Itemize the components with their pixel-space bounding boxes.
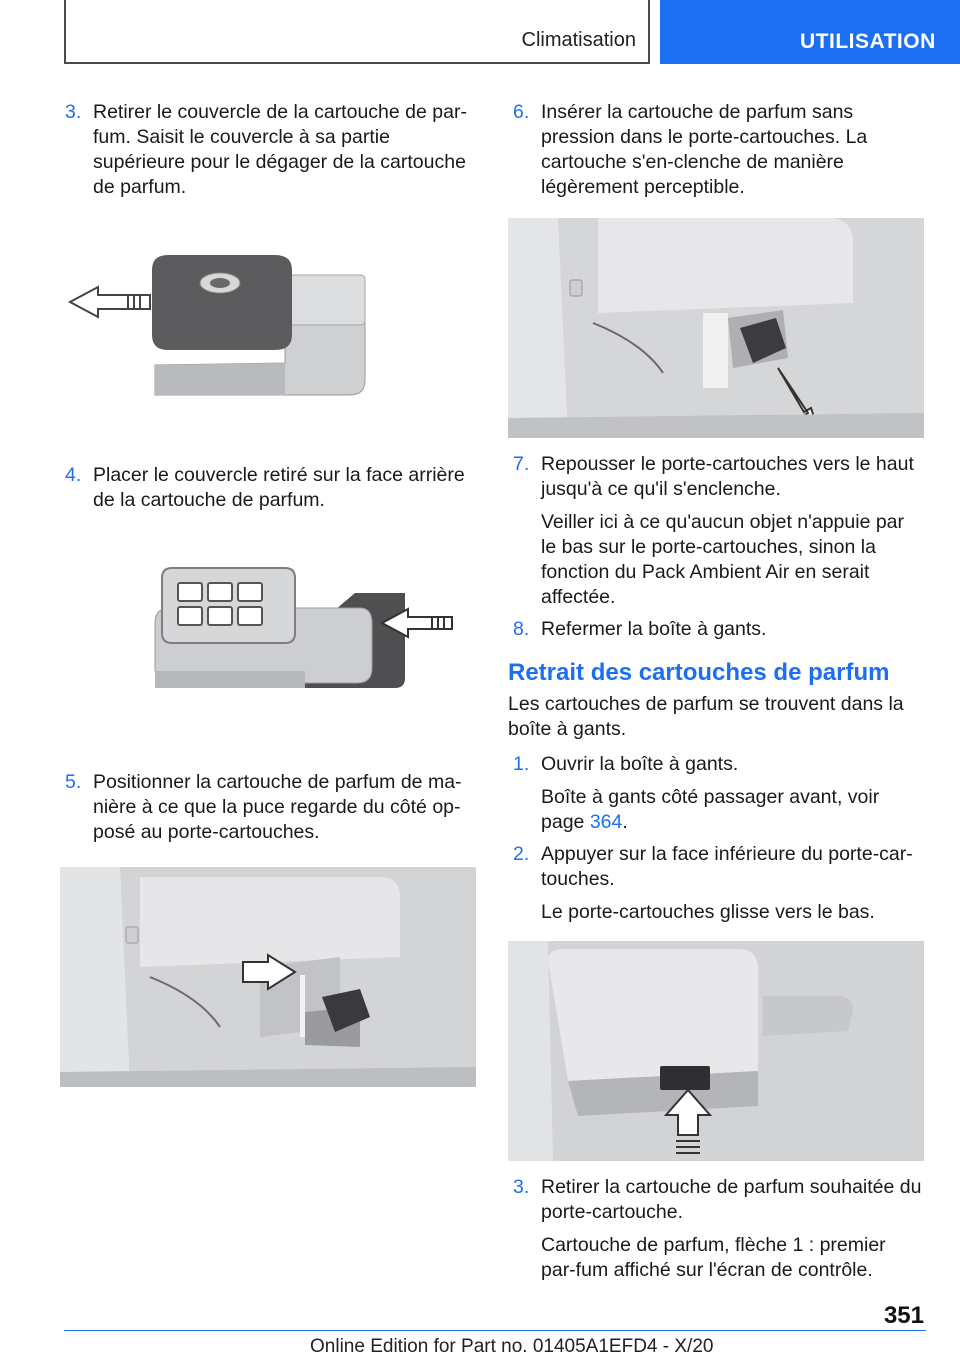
photo-press-holder-arrow [508, 941, 924, 1161]
step-number: 7. [513, 453, 530, 475]
header-chapter-label: UTILISATION [800, 30, 936, 53]
right-column [508, 100, 924, 1283]
step-number: 3. [65, 101, 82, 123]
removal-step-1-open-glovebox [508, 752, 924, 835]
step-7-push-holder [508, 452, 924, 610]
step-5-position-cartridge [60, 770, 478, 845]
step-8-close-glovebox [508, 617, 924, 642]
step-note: Le porte-cartouches glisse vers le bas. [541, 901, 875, 923]
step-number: 1. [513, 753, 530, 775]
figure-insert-cartridge [508, 218, 924, 438]
figure-place-cover [60, 553, 478, 733]
step-text: Refermer la boîte à gants. [541, 618, 767, 640]
step-text: Positionner la cartouche de parfum de ma-nière à ce que la puce regarde du côté op-posé au porte-cartouches. [93, 771, 462, 843]
figure-press-holder [508, 941, 924, 1161]
step-text: Placer le couvercle retiré sur la face arrière de la cartouche de parfum. [93, 464, 465, 511]
header-section-title: Climatisation [521, 29, 636, 51]
header-chapter-tab [660, 0, 960, 64]
section-intro: Les cartouches de parfum se trouvent dans la boîte à gants. [508, 693, 904, 740]
step-6-insert-cartridge [508, 100, 924, 200]
illustration-cover-on-cartridge-back [60, 553, 478, 733]
step-text: Retirer le couvercle de la cartouche de par-fum. Saisit le couvercle à sa partie supérieure pour le dégager de la cartouche de parfum. [93, 101, 467, 198]
footer-edition-text: Online Edition for Part no. 01405A1EFD4 - X/20 [310, 1336, 714, 1357]
step-number: 5. [65, 771, 82, 793]
step-number: 6. [513, 101, 530, 123]
step-text: Retirer la cartouche de parfum souhaitée du porte-cartouche. [541, 1176, 922, 1223]
step-number: 3. [513, 1176, 530, 1198]
section-title-remove-cartridges: Retrait des cartouches de parfum [508, 659, 890, 686]
step-text: Repousser le porte-cartouches vers le haut jusqu'à ce qu'il s'enclenche. [541, 453, 914, 500]
left-column [60, 100, 478, 1087]
page-number: 351 [883, 1302, 924, 1329]
removal-step-3-remove-cartridge [508, 1175, 924, 1283]
step-number: 4. [65, 464, 82, 486]
step-text: Insérer la cartouche de parfum sans pression dans le porte-cartouches. La cartouche s'en-clenche de manière légèrement perceptible. [541, 101, 868, 198]
step-text: Ouvrir la boîte à gants. [541, 753, 739, 775]
photo-glovebox-cartridge-holder [60, 867, 476, 1087]
figure-position-cartridge [60, 867, 476, 1087]
figure-remove-cover [60, 245, 478, 425]
removal-step-2-press-holder [508, 842, 924, 925]
step-number: 2. [513, 843, 530, 865]
photo-insert-cartridge-arrow [508, 218, 924, 438]
footer-divider [64, 1330, 926, 1331]
step-note: Cartouche de parfum, flèche 1 : premier par-fum affiché sur l'écran de contrôle. [541, 1234, 886, 1281]
step-4-place-cover [60, 463, 478, 513]
header-section-box [64, 0, 650, 64]
step-number: 8. [513, 618, 530, 640]
step-text: Appuyer sur la face inférieure du porte-car-touches. [541, 843, 913, 890]
step-3-remove-cover [60, 100, 478, 200]
step-note: Veiller ici à ce qu'aucun objet n'appuie par le bas sur le porte-cartouches, sinon la fonction du Pack Ambient Air en serait affectée. [541, 511, 905, 608]
step-note: Boîte à gants côté passager avant, voir page 364. [541, 786, 880, 833]
page-reference-link[interactable]: 364 [589, 811, 623, 833]
illustration-cartridge-cover-removal [60, 245, 478, 425]
